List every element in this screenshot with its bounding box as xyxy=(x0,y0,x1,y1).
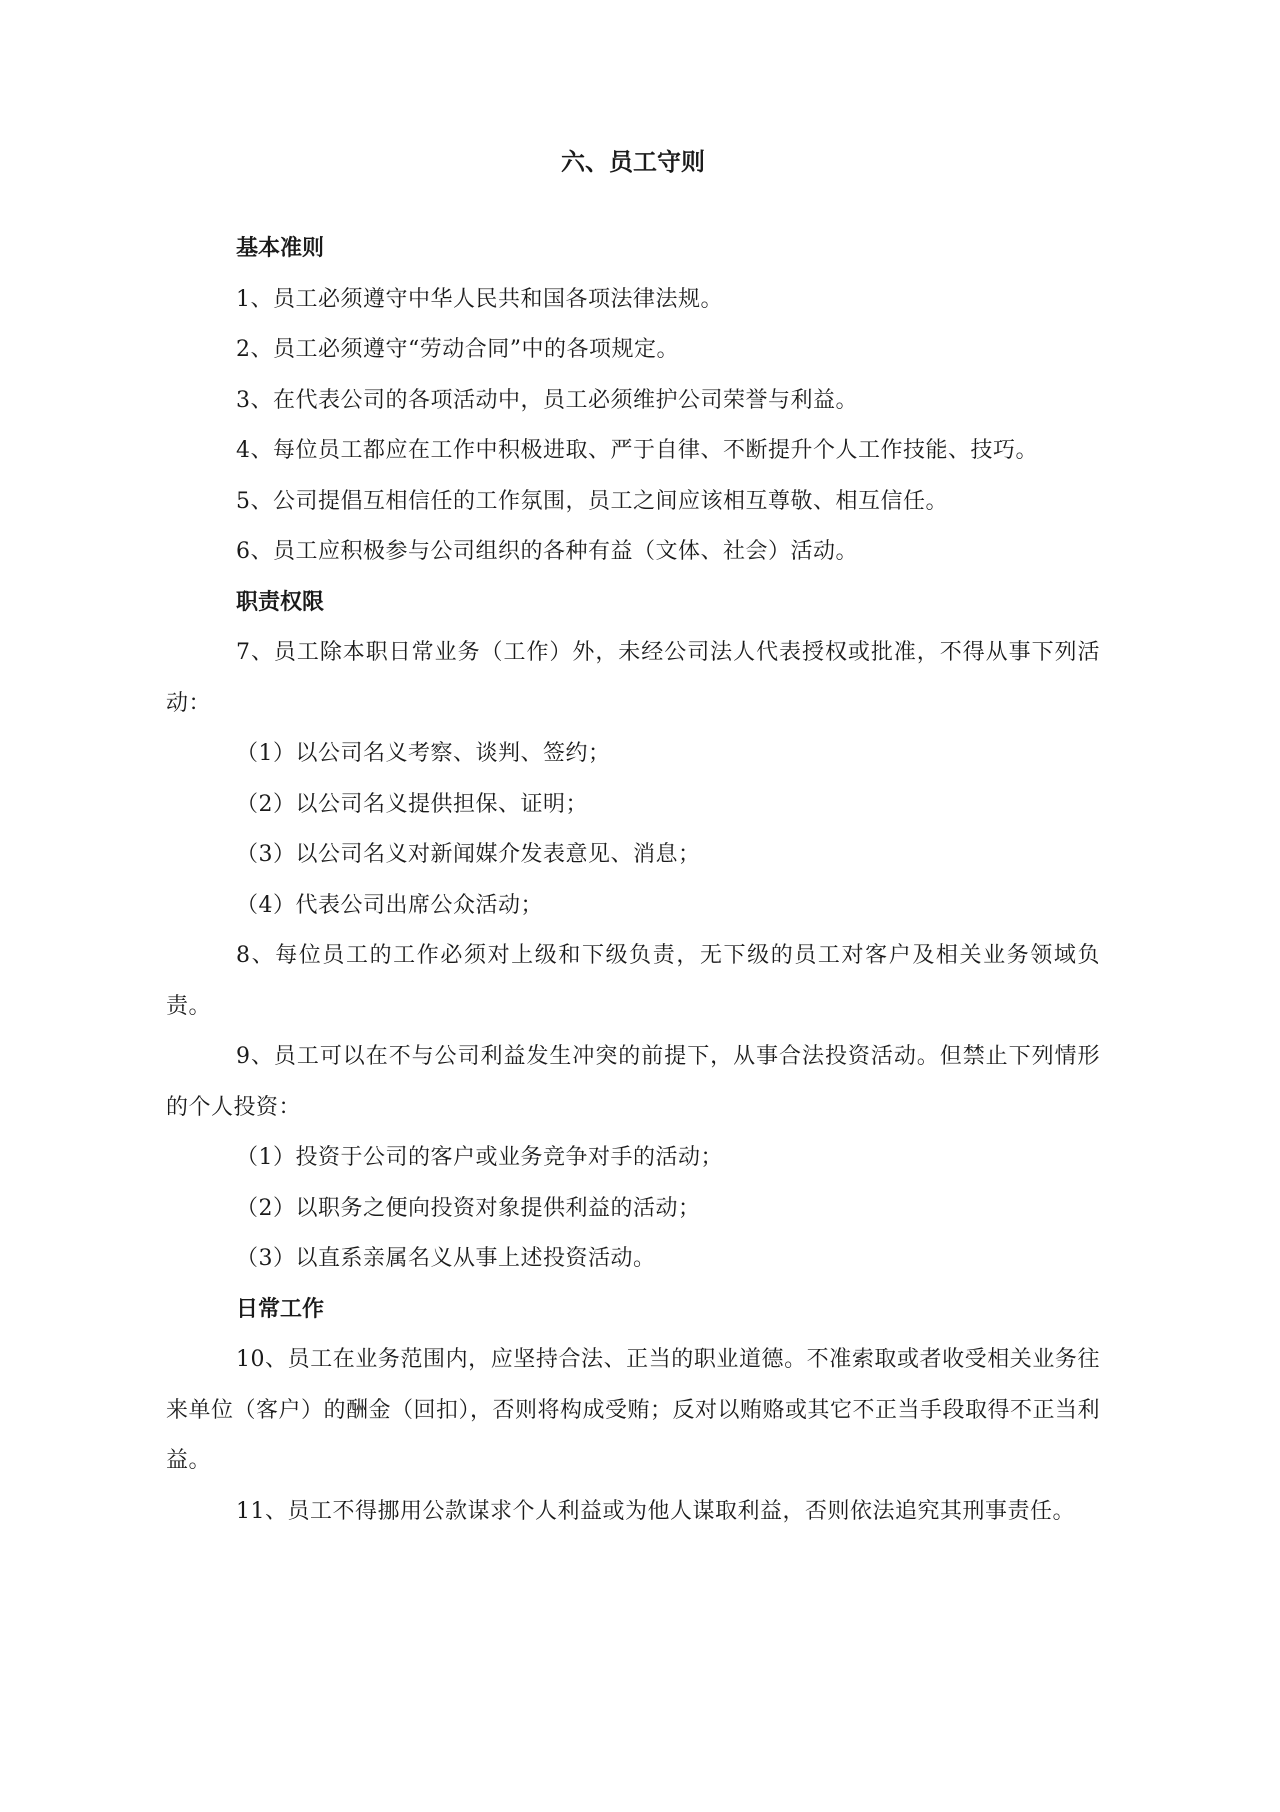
rule-6: 6、员工应积极参与公司组织的各种有益（文体、社会）活动。 xyxy=(236,539,858,564)
rule-10: 10、员工在业务范围内，应坚持合法、正当的职业道德。不准索取或者收受相关业务往来单位（客户）的酬金（回扣），否则将构成受贿；反对以贿赂或其它不正当手段取得不正当利益。 xyxy=(166,1347,1101,1473)
rule-1: 1、员工必须遵守中华人民共和国各项法律法规。 xyxy=(236,286,723,312)
rule-3: 3、在代表公司的各项活动中，员工必须维护公司荣誉与利益。 xyxy=(236,387,858,413)
rule-7-item-1: （1）以公司名义考察、谈判、签约； xyxy=(236,741,611,766)
document-body xyxy=(166,146,1100,1537)
rule-11: 11、员工不得挪用公款谋求个人利益或为他人谋取利益，否则依法追究其刑事责任。 xyxy=(236,1498,1075,1524)
rule-9-item-1: （1）投资于公司的客户或业务竞争对手的活动； xyxy=(236,1145,723,1170)
rule-4: 4、每位员工都应在工作中积极进取、严于自律、不断提升个人工作技能、技巧。 xyxy=(236,438,1038,463)
section-heading-duties-authority: 职责权限 xyxy=(236,589,325,615)
rule-2: 2、员工必须遵守“劳动合同”中的各项规定。 xyxy=(236,337,679,362)
rule-7: 7、员工除本职日常业务（工作）外，未经公司法人代表授权或批准，不得从事下列活动： xyxy=(166,640,1100,716)
rule-7-item-3: （3）以公司名义对新闻媒介发表意见、消息； xyxy=(236,842,701,867)
rule-8: 8、每位员工的工作必须对上级和下级负责，无下级的员工对客户及相关业务领域负责。 xyxy=(166,943,1100,1019)
rule-9: 9、员工可以在不与公司利益发生冲突的前提下，从事合法投资活动。但禁止下列情形的个人投资： xyxy=(166,1044,1100,1120)
rule-7-item-4: （4）代表公司出席公众活动； xyxy=(236,892,543,918)
section-heading-daily-work: 日常工作 xyxy=(236,1296,325,1322)
rule-9-item-3: （3）以直系亲属名义从事上述投资活动。 xyxy=(236,1246,656,1271)
rule-7-item-2: （2）以公司名义提供担保、证明； xyxy=(236,791,588,817)
section-heading-basic-principles: 基本准则 xyxy=(236,236,325,261)
rule-9-item-2: （2）以职务之便向投资对象提供利益的活动； xyxy=(236,1195,701,1221)
rule-5: 5、公司提倡互相信任的工作氛围，员工之间应该相互尊敬、相互信任。 xyxy=(236,488,948,514)
page-title: 六、员工守则 xyxy=(561,148,705,176)
